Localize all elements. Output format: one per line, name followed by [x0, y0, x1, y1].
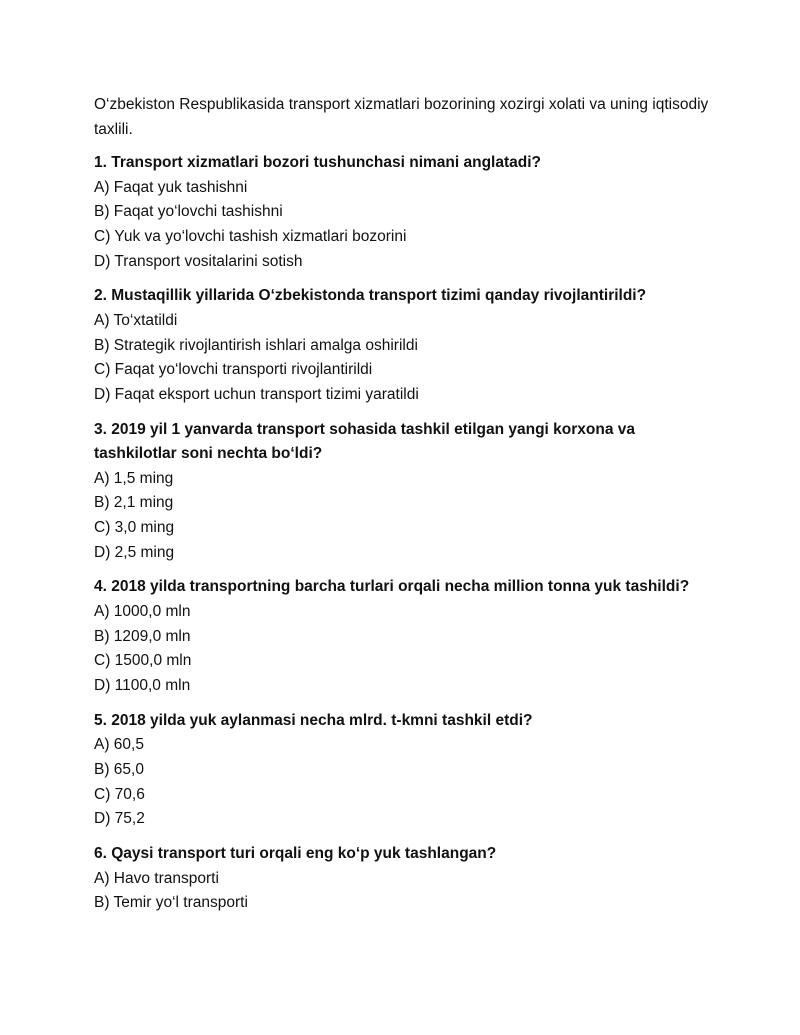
question-block — [94, 709, 714, 832]
document-intro: O‘zbekiston Respublikasida transport xizmatlari bozorining xozirgi xolati va uning iqtisodiy taxlili. — [94, 96, 709, 138]
answer-options — [94, 600, 714, 699]
question-title: 6. Qaysi transport turi orqali eng ko‘p yuk tashlangan? — [94, 845, 497, 863]
answer-option: B) 2,1 ming — [94, 494, 174, 512]
question-title: 1. Transport xizmatlari bozori tushunchasi nimani anglatadi? — [94, 154, 541, 171]
answer-option: B) Temir yo‘l transporti — [94, 894, 248, 912]
question-block — [94, 575, 714, 698]
answer-option: A) Havo transporti — [94, 869, 219, 887]
answer-option: C) 1500,0 mln — [94, 652, 192, 670]
answer-option: A) Faqat yuk tashishni — [94, 178, 248, 196]
answer-option: D) 2,5 ming — [94, 543, 175, 561]
document-page — [94, 92, 714, 926]
answer-option: A) To‘xtatildi — [94, 311, 178, 329]
answer-option: C) 70,6 — [94, 785, 145, 803]
answer-options — [94, 733, 714, 832]
answer-option: B) Faqat yo‘lovchi tashishni — [94, 203, 283, 221]
answer-option: D) Faqat eksport uchun transport tizimi yaratildi — [94, 385, 419, 403]
answer-options — [94, 467, 714, 566]
question-title: 3. 2019 yil 1 yanvarda transport sohasida tashkil etilgan yangi korxona va tashkilotlar soni nechta bo‘ldi? — [94, 420, 636, 463]
question-title: 2. Mustaqillik yillarida O‘zbekistonda transport tizimi qanday rivojlantirildi? — [94, 287, 647, 305]
question-block — [94, 842, 714, 916]
answer-options — [94, 176, 714, 275]
answer-options — [94, 309, 714, 408]
question-title: 5. 2018 yilda yuk aylanmasi necha mlrd. t-kmni tashkil etdi? — [94, 711, 533, 729]
answer-options — [94, 867, 714, 916]
answer-option: A) 1,5 ming — [94, 469, 174, 487]
answer-option: D) Transport vositalarini sotish — [94, 252, 303, 270]
answer-option: B) 65,0 — [94, 760, 144, 778]
answer-option: A) 1000,0 mln — [94, 602, 191, 620]
question-block — [94, 418, 714, 566]
answer-option: C) 3,0 ming — [94, 519, 175, 537]
answer-option: C) Faqat yo‘lovchi transporti rivojlantirildi — [94, 361, 373, 379]
answer-option: B) Strategik rivojlantirish ishlari amalga oshirildi — [94, 336, 418, 354]
question-block — [94, 284, 714, 407]
answer-option: B) 1209,0 mln — [94, 627, 191, 645]
answer-option: D) 75,2 — [94, 810, 145, 828]
answer-option: A) 60,5 — [94, 736, 144, 754]
question-block — [94, 151, 714, 274]
question-title: 4. 2018 yilda transportning barcha turlari orqali necha million tonna yuk tashildi? — [94, 578, 690, 596]
question-list — [94, 151, 714, 916]
answer-option: C) Yuk va yo‘lovchi tashish xizmatlari bozorini — [94, 227, 407, 245]
answer-option: D) 1100,0 mln — [94, 677, 191, 695]
